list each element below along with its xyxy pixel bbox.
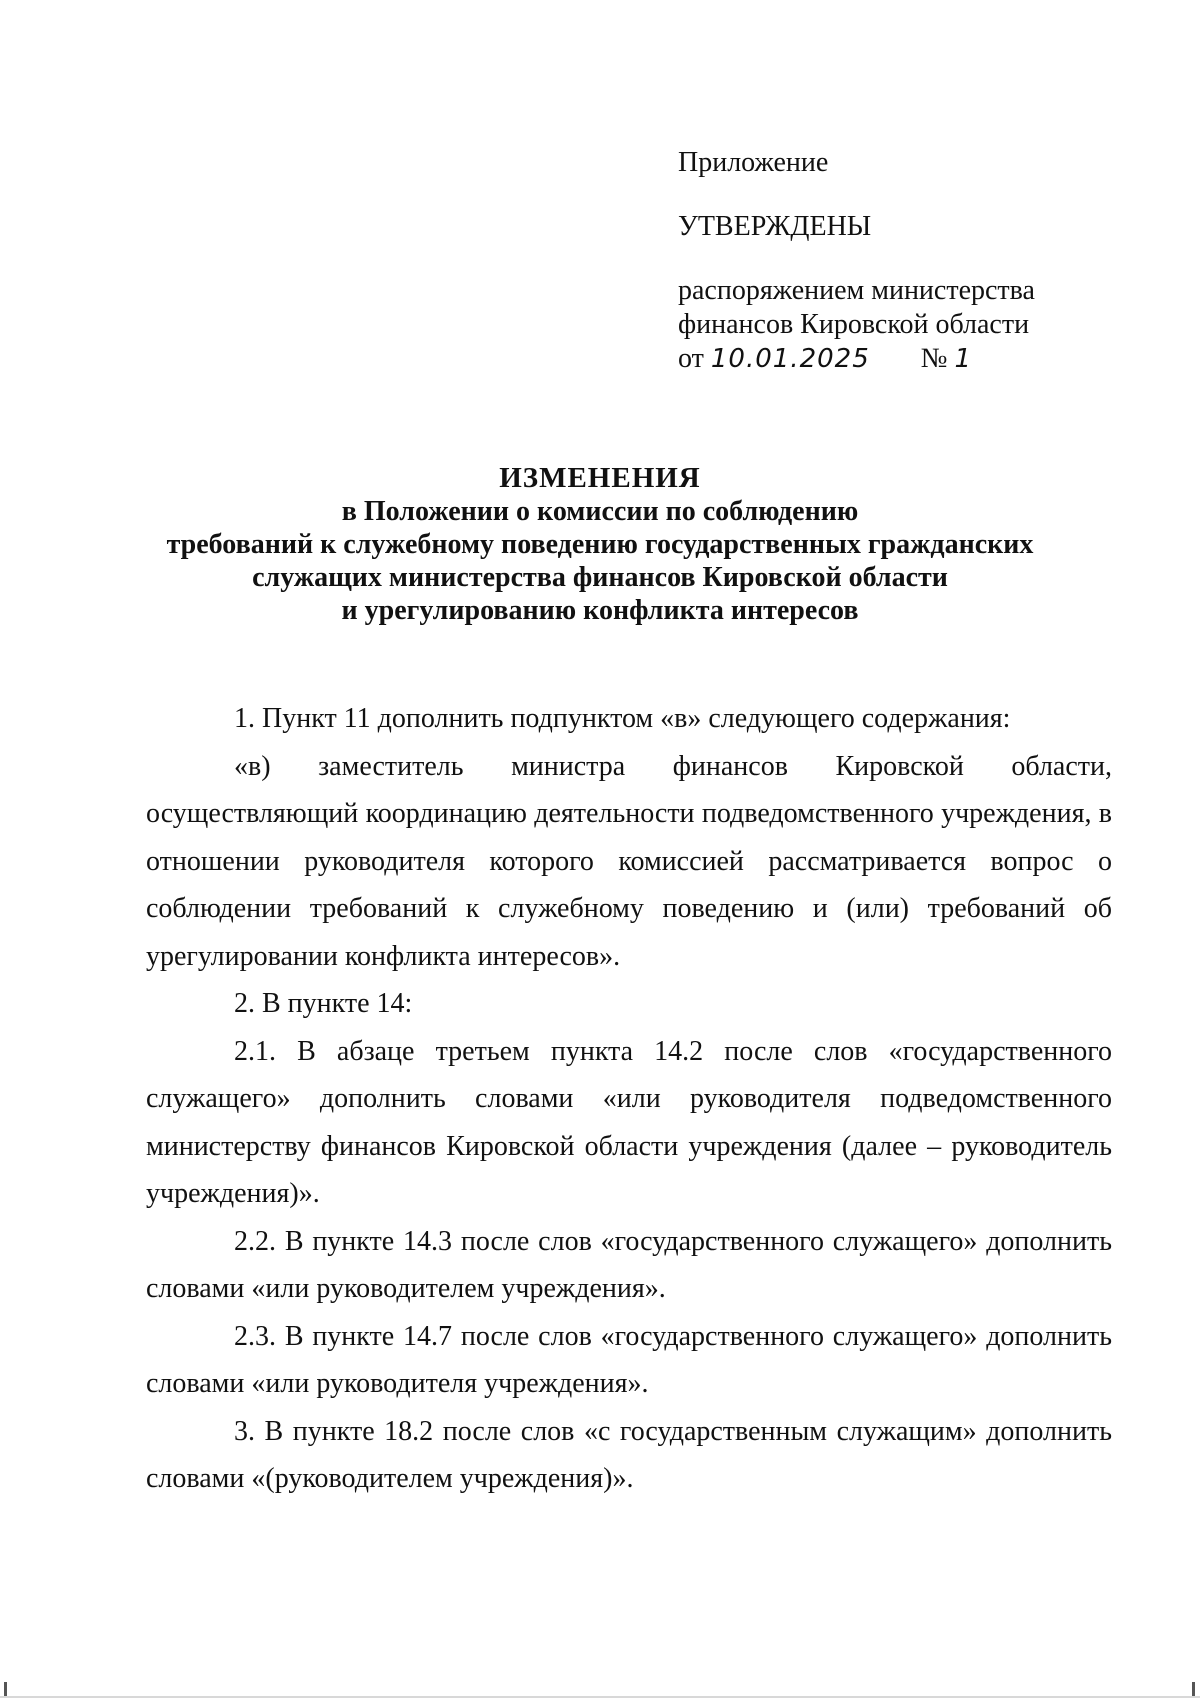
- order-line-1: распоряжением министерства: [678, 275, 1035, 306]
- paragraph-2-1: 2.1. В абзаце третьем пункта 14.2 после слов «государственного служащего» дополнить словами «или руководителя подведомственного министерству финансов Кировской области учреждения (далее – руководитель учреждения)».: [146, 1035, 1112, 1209]
- scan-mark-right: [1192, 1682, 1195, 1696]
- paragraph-2: 2. В пункте 14:: [234, 988, 413, 1019]
- number-prefix: №: [920, 343, 948, 374]
- scan-edge-line: [0, 1696, 1200, 1698]
- title-line-3: служащих министерства финансов Кировской области: [252, 562, 948, 593]
- order-line-2: финансов Кировской области: [678, 309, 1030, 340]
- date-prefix: от: [678, 343, 704, 374]
- paragraph-1: 1. Пункт 11 дополнить подпунктом «в» следующего содержания:: [234, 703, 1011, 734]
- paragraph-1-quote: «в) заместитель министра финансов Кировской области, осуществляющий координацию деятельности подведомственного учреждения, в отношении руководителя которого комиссией рассматривается вопрос о соблюдении требований к служебному поведению и (или) требований об урегулировании конфликта интересов».: [146, 750, 1112, 972]
- title-main: ИЗМЕНЕНИЯ: [499, 462, 701, 494]
- approved-label: УТВЕРЖДЕНЫ: [678, 211, 872, 242]
- scan-mark-left: [4, 1682, 7, 1696]
- document-title: [0, 462, 1200, 627]
- paragraph-3: 3. В пункте 18.2 после слов «с государственным служащим» дополнить словами «(руководителем учреждения)».: [146, 1415, 1112, 1494]
- title-line-1: в Положении о комиссии по соблюдению: [341, 496, 859, 527]
- handwritten-number: 1: [954, 344, 973, 374]
- title-line-2: требований к служебному поведению государственных гражданских: [166, 529, 1034, 560]
- order-date-line: [678, 342, 1138, 376]
- paragraph-2-3: 2.3. В пункте 14.7 после слов «государственного служащего» дополнить словами «или руководителя учреждения».: [146, 1320, 1112, 1399]
- appendix-label: Приложение: [678, 147, 829, 178]
- paragraph-2-2: 2.2. В пункте 14.3 после слов «государственного служащего» дополнить словами «или руководителем учреждения».: [146, 1225, 1112, 1304]
- handwritten-date: 10.01.2025: [710, 344, 870, 374]
- document-body: [146, 695, 1112, 1503]
- title-line-4: и урегулированию конфликта интересов: [341, 595, 859, 626]
- approval-block: [678, 146, 1138, 376]
